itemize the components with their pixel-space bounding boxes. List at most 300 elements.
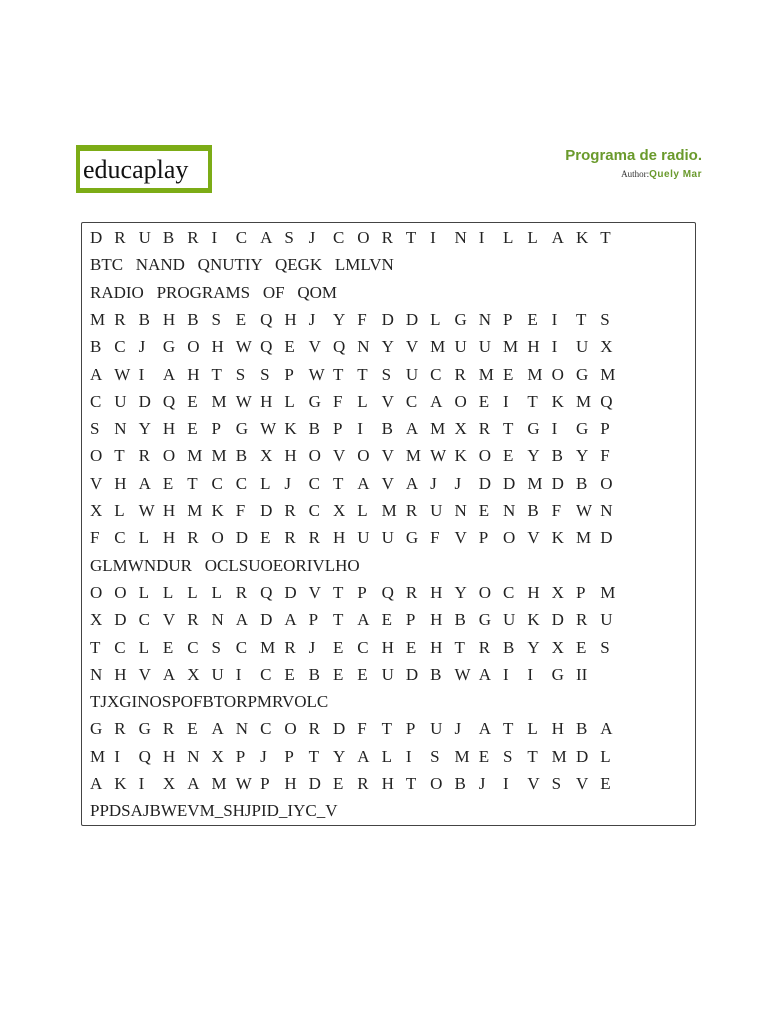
puzzle-letter: X [600, 337, 613, 357]
puzzle-letter: M [503, 337, 519, 357]
puzzle-letter: I [527, 664, 534, 684]
puzzle-letter: S [551, 774, 562, 793]
puzzle-letter: U [430, 719, 443, 739]
puzzle-letter: K [211, 501, 224, 520]
puzzle-letter: H [260, 391, 273, 411]
puzzle-row: PPDSAJBWEVM_SHJPID_IYC_V [90, 801, 338, 821]
puzzle-letter: Y [138, 419, 151, 439]
puzzle-letter: C [235, 637, 248, 657]
puzzle-letter: E [284, 664, 295, 684]
puzzle-letter: R [284, 528, 296, 548]
puzzle-letter: N [454, 501, 467, 520]
puzzle-letter: G [235, 419, 249, 439]
puzzle-letter: Q [260, 337, 273, 357]
puzzle-letter: U [405, 364, 419, 384]
puzzle-letter: C [260, 719, 272, 739]
puzzle-letter: D [381, 309, 394, 329]
puzzle-letter: Q [260, 582, 273, 602]
puzzle-letter: G [478, 610, 492, 630]
puzzle-letter: N [211, 610, 224, 630]
puzzle-letter: H [114, 473, 127, 493]
puzzle-letter: T [503, 719, 514, 739]
puzzle-letter: W [235, 391, 252, 411]
puzzle-letter: S [430, 746, 440, 766]
puzzle-letter: M [187, 501, 203, 520]
puzzle-letter: N [600, 501, 613, 520]
puzzle-letter: H [211, 337, 224, 357]
puzzle-letter: P [478, 528, 489, 548]
puzzle-letter: T [527, 746, 538, 766]
puzzle-letter: S [235, 364, 246, 384]
puzzle-letter: U [600, 610, 613, 630]
puzzle-letter: D [260, 501, 273, 520]
puzzle-letter: A [551, 228, 564, 247]
puzzle-row [90, 497, 625, 524]
puzzle-letter: T [332, 610, 344, 630]
puzzle-letter: S [600, 309, 610, 329]
puzzle-letter: X [211, 746, 224, 766]
puzzle-letter: V [332, 446, 346, 466]
puzzle-letter: H [162, 501, 176, 520]
puzzle-letter: L [138, 582, 149, 602]
puzzle-letter: T [405, 774, 417, 793]
puzzle-letter: M [90, 309, 106, 329]
puzzle-letter: F [235, 501, 246, 520]
puzzle-letter: X [90, 501, 103, 520]
puzzle-letter: E [187, 419, 198, 439]
puzzle-letter: G [162, 337, 176, 357]
puzzle-letter: C [357, 637, 369, 657]
puzzle-letter: C [114, 637, 126, 657]
puzzle-row [90, 579, 625, 606]
puzzle-letter: H [430, 610, 443, 630]
puzzle-letter: R [381, 228, 393, 247]
page-title: Programa de radio. [565, 147, 702, 164]
author-name: Quely Mar [649, 169, 702, 180]
puzzle-letter: T [600, 228, 611, 247]
puzzle-letter: T [454, 637, 465, 657]
puzzle-letter: K [551, 528, 564, 548]
puzzle-letter: L [211, 582, 222, 602]
puzzle-letter: D [284, 582, 297, 602]
puzzle-letter: A [600, 719, 613, 739]
puzzle-letter: L [600, 746, 611, 766]
puzzle-letter: I [235, 664, 242, 684]
puzzle-row: TJXGINOSPOFBTORPMRVOLC [90, 692, 329, 712]
puzzle-letter: A [478, 719, 492, 739]
puzzle-row: BTC NAND QNUTIY QEGK LMLVN [90, 255, 394, 275]
puzzle-letter: J [454, 473, 462, 493]
puzzle-letter: I [405, 746, 412, 766]
puzzle-letter: T [381, 719, 392, 739]
puzzle-letter: M [454, 746, 470, 766]
puzzle-letter: H [187, 364, 200, 384]
puzzle-letter: A [357, 473, 370, 493]
puzzle-letter: V [575, 774, 589, 793]
puzzle-letter: S [503, 746, 513, 766]
puzzle-letter: G [575, 419, 589, 439]
puzzle-letter: P [405, 610, 416, 630]
puzzle-letter: U [478, 337, 492, 357]
puzzle-letter: R [357, 774, 369, 793]
puzzle-letter: U [381, 528, 394, 548]
puzzle-letter: N [478, 309, 492, 329]
puzzle-letter: T [405, 228, 417, 247]
puzzle-letter: F [90, 528, 100, 548]
puzzle-letter: M [600, 582, 616, 602]
puzzle-letter: J [138, 337, 146, 357]
puzzle-letter: D [308, 774, 321, 793]
puzzle-letter: E [284, 337, 295, 357]
puzzle-letter: B [90, 337, 102, 357]
puzzle-letter: R [308, 528, 321, 548]
puzzle-letter: B [503, 637, 515, 657]
puzzle-row [90, 524, 625, 551]
puzzle-row [90, 470, 625, 497]
puzzle-letter: R [114, 719, 126, 739]
puzzle-letter: J [430, 473, 437, 493]
puzzle-letter: L [138, 528, 149, 548]
puzzle-letter: G [308, 391, 321, 411]
puzzle-letter: H [381, 637, 394, 657]
puzzle-letter: E [575, 637, 587, 657]
puzzle-letter: S [284, 228, 294, 247]
puzzle-letter: D [114, 610, 127, 630]
puzzle-letter: O [430, 774, 443, 793]
puzzle-letter: P [284, 364, 294, 384]
puzzle-letter: A [430, 391, 443, 411]
puzzle-letter: W [308, 364, 325, 384]
puzzle-letter: K [454, 446, 467, 466]
puzzle-letter: B [187, 309, 199, 329]
puzzle-letter: O [551, 364, 564, 384]
puzzle-letter: W [235, 337, 252, 357]
puzzle-letter: P [235, 746, 246, 766]
puzzle-letter: Y [332, 746, 346, 766]
puzzle-letter: N [90, 664, 103, 684]
puzzle-letter: M [478, 364, 494, 384]
puzzle-letter: C [308, 473, 321, 493]
puzzle-letter: N [235, 719, 249, 739]
puzzle-letter: A [211, 719, 224, 739]
puzzle-letter: E [503, 364, 514, 384]
puzzle-letter: K [575, 228, 589, 247]
puzzle-letter: B [527, 501, 539, 520]
puzzle-letter: H [527, 582, 540, 602]
puzzle-letter: V [308, 582, 321, 602]
puzzle-letter: O [454, 391, 467, 411]
puzzle-letter: I [430, 228, 436, 247]
puzzle-letter: D [600, 528, 613, 548]
puzzle-letter: H [332, 528, 346, 548]
puzzle-letter: J [308, 228, 316, 247]
puzzle-letter: E [527, 309, 538, 329]
puzzle-letter: M [551, 746, 567, 766]
puzzle-letter: O [478, 582, 492, 602]
puzzle-letter: H [284, 774, 297, 793]
puzzle-letter: T [114, 446, 125, 466]
puzzle-letter: P [308, 610, 319, 630]
puzzle-letter: P [357, 582, 367, 602]
puzzle-letter: U [430, 501, 443, 520]
puzzle-letter: H [284, 446, 297, 466]
puzzle-letter: I [138, 364, 145, 384]
puzzle-letter: I [211, 228, 218, 247]
puzzle-letter: E [478, 391, 490, 411]
puzzle-letter: Q [138, 746, 151, 766]
puzzle-letter: Y [575, 446, 589, 466]
puzzle-letter: R [478, 637, 491, 657]
word-search-grid [81, 222, 696, 826]
puzzle-letter: Q [332, 337, 346, 357]
puzzle-letter: X [162, 774, 176, 793]
puzzle-letter: C [211, 473, 223, 493]
puzzle-letter: S [211, 309, 221, 329]
puzzle-letter: I [551, 309, 558, 329]
puzzle-letter: E [478, 746, 490, 766]
puzzle-letter: O [162, 446, 176, 466]
puzzle-letter: I [478, 228, 485, 247]
puzzle-row [90, 770, 625, 797]
puzzle-letter: B [454, 774, 466, 793]
puzzle-letter: M [527, 364, 543, 384]
puzzle-row: GLMWNDUR OCLSUOEORIVLHO [90, 555, 360, 575]
puzzle-letter: H [162, 528, 176, 548]
puzzle-letter: M [90, 746, 106, 766]
puzzle-letter: R [114, 228, 126, 247]
puzzle-letter: T [90, 637, 101, 657]
puzzle-letter: G [551, 664, 564, 684]
puzzle-letter: D [405, 309, 419, 329]
puzzle-letter: A [357, 746, 370, 766]
puzzle-letter: W [260, 419, 277, 439]
puzzle-letter: A [478, 664, 492, 684]
puzzle-letter: R [114, 309, 126, 329]
puzzle-letter: D [138, 391, 151, 411]
puzzle-letter: C [430, 364, 442, 384]
puzzle-letter: N [454, 228, 467, 247]
puzzle-letter: X [332, 501, 346, 520]
puzzle-letter: D [235, 528, 249, 548]
puzzle-letter: E [478, 501, 490, 520]
puzzle-letter: C [114, 337, 126, 357]
puzzle-letter: R [235, 582, 248, 602]
puzzle-letter: M [211, 446, 227, 466]
puzzle-letter: T [211, 364, 222, 384]
puzzle-letter: P [284, 746, 294, 766]
puzzle-letter: I [551, 337, 558, 357]
puzzle-letter: Q [600, 391, 613, 411]
puzzle-letter: R [162, 719, 175, 739]
puzzle-letter: E [162, 637, 174, 657]
puzzle-letter: E [405, 637, 417, 657]
puzzle-letter: U [114, 391, 127, 411]
puzzle-letter: N [187, 746, 200, 766]
puzzle-letter: L [260, 473, 271, 493]
author-line [621, 169, 702, 180]
puzzle-letter: J [308, 637, 316, 657]
puzzle-letter: J [260, 746, 267, 766]
puzzle-letter: G [405, 528, 419, 548]
puzzle-letter: M [600, 364, 616, 384]
puzzle-row [90, 306, 625, 333]
puzzle-letter: S [90, 419, 100, 439]
puzzle-letter: L [527, 228, 538, 247]
puzzle-letter: X [454, 419, 467, 439]
puzzle-letter: V [90, 473, 103, 493]
puzzle-letter: H [527, 337, 540, 357]
puzzle-letter: S [260, 364, 270, 384]
puzzle-letter: O [187, 337, 200, 357]
puzzle-letter: U [357, 528, 370, 548]
puzzle-letter: E [162, 473, 174, 493]
puzzle-letter: R [284, 637, 296, 657]
puzzle-letter: D [503, 473, 516, 493]
author-label: Author: [621, 169, 650, 179]
puzzle-letter: A [90, 774, 103, 793]
puzzle-row [90, 442, 625, 469]
puzzle-letter: G [575, 364, 589, 384]
puzzle-letter: H [162, 309, 176, 329]
puzzle-letter: L [114, 501, 125, 520]
puzzle-letter: C [187, 637, 199, 657]
puzzle-letter: C [138, 610, 150, 630]
puzzle-letter: M [381, 501, 397, 520]
puzzle-letter: R [187, 528, 199, 548]
puzzle-letter: R [187, 228, 199, 247]
puzzle-letter: A [162, 664, 176, 684]
puzzle-letter: I [357, 419, 363, 439]
puzzle-letter: H [114, 664, 127, 684]
puzzle-letter: X [551, 582, 564, 602]
puzzle-letter: B [235, 446, 248, 466]
puzzle-letter: A [260, 228, 273, 247]
puzzle-letter: T [332, 582, 344, 602]
puzzle-letter: W [430, 446, 447, 466]
puzzle-letter: O [90, 446, 103, 466]
puzzle-letter: S [211, 637, 221, 657]
puzzle-letter: B [381, 419, 393, 439]
puzzle-letter: R [478, 419, 491, 439]
puzzle-letter: T [527, 391, 538, 411]
puzzle-row: RADIO PROGRAMS OF QOM [90, 282, 338, 302]
puzzle-row [90, 661, 600, 688]
puzzle-letter: N [357, 337, 370, 357]
puzzle-row [90, 388, 625, 415]
puzzle-letter: Y [527, 446, 540, 466]
puzzle-letter: P [211, 419, 221, 439]
puzzle-letter: J [284, 473, 291, 493]
puzzle-letter: J [454, 719, 462, 739]
puzzle-letter: B [575, 473, 588, 493]
puzzle-letter: A [284, 610, 297, 630]
puzzle-letter: H [284, 309, 297, 329]
puzzle-letter: E [235, 309, 247, 329]
puzzle-letter: O [308, 446, 321, 466]
puzzle-letter: R [284, 501, 296, 520]
puzzle-letter: X [187, 664, 200, 684]
puzzle-letter: E [332, 664, 344, 684]
puzzle-letter: L [503, 228, 514, 247]
puzzle-letter: T [187, 473, 198, 493]
puzzle-letter: II [575, 664, 588, 684]
puzzle-letter: M [575, 391, 592, 411]
puzzle-letter: R [308, 719, 321, 739]
puzzle-row [90, 715, 625, 742]
puzzle-letter: H [430, 582, 443, 602]
puzzle-letter: O [357, 228, 370, 247]
puzzle-letter: H [162, 746, 176, 766]
puzzle-letter: B [551, 446, 563, 466]
puzzle-letter: E [187, 719, 198, 739]
puzzle-letter: L [138, 637, 149, 657]
puzzle-letter: C [260, 664, 272, 684]
puzzle-letter: U [503, 610, 516, 630]
puzzle-letter: E [600, 774, 611, 793]
educaplay-logo [76, 145, 212, 193]
puzzle-letter: X [90, 610, 103, 630]
puzzle-letter: W [114, 364, 131, 384]
puzzle-letter: J [478, 774, 486, 793]
puzzle-letter: A [162, 364, 176, 384]
puzzle-letter: P [260, 774, 270, 793]
puzzle-letter: I [503, 774, 509, 793]
puzzle-letter: L [430, 309, 441, 329]
puzzle-letter: R [405, 501, 418, 520]
puzzle-letter: E [332, 774, 344, 793]
puzzle-letter: M [211, 774, 227, 793]
puzzle-letter: D [405, 664, 419, 684]
puzzle-letter: I [503, 391, 509, 411]
puzzle-letter: B [138, 309, 150, 329]
puzzle-letter: V [381, 446, 394, 466]
puzzle-letter: O [114, 582, 127, 602]
puzzle-letter: C [235, 228, 248, 247]
puzzle-letter: V [381, 473, 394, 493]
puzzle-letter: K [114, 774, 127, 793]
puzzle-letter: U [575, 337, 589, 357]
puzzle-letter: O [211, 528, 224, 548]
puzzle-letter: F [430, 528, 440, 548]
puzzle-letter: V [308, 337, 321, 357]
puzzle-letter: C [332, 228, 345, 247]
puzzle-letter: G [90, 719, 103, 739]
puzzle-letter: F [357, 309, 367, 329]
puzzle-letter: D [332, 719, 346, 739]
puzzle-letter: O [600, 473, 613, 493]
puzzle-letter: O [503, 528, 516, 548]
puzzle-letter: L [284, 391, 295, 411]
puzzle-letter: F [357, 719, 367, 739]
puzzle-letter: V [527, 774, 540, 793]
puzzle-letter: D [551, 473, 564, 493]
puzzle-letter: V [381, 391, 394, 411]
puzzle-letter: Y [454, 582, 467, 602]
puzzle-letter: X [551, 637, 564, 657]
puzzle-letter: G [527, 419, 540, 439]
puzzle-letter: W [138, 501, 155, 520]
puzzle-letter: F [600, 446, 610, 466]
puzzle-letter: Y [381, 337, 394, 357]
puzzle-letter: G [138, 719, 151, 739]
puzzle-letter: A [235, 610, 249, 630]
puzzle-letter: V [162, 610, 176, 630]
puzzle-letter: V [454, 528, 467, 548]
puzzle-letter: B [454, 610, 466, 630]
puzzle-letter: H [551, 719, 564, 739]
puzzle-letter: D [90, 228, 103, 247]
puzzle-letter: V [138, 664, 151, 684]
